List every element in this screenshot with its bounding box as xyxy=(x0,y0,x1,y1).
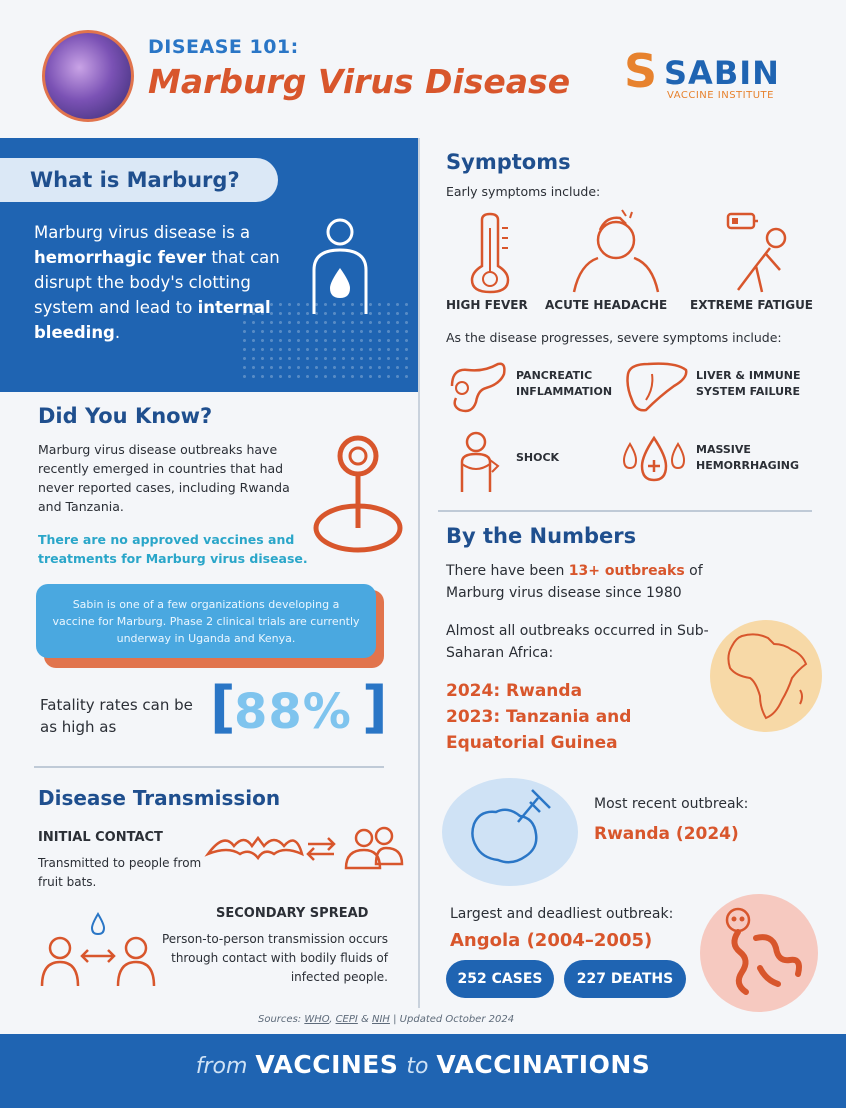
sabin-callout-box xyxy=(36,584,376,658)
no-vaccines-highlight: There are no approved vaccines and treatments for Marburg virus disease. xyxy=(38,532,308,566)
virus-image-circle xyxy=(42,30,134,122)
sabin-logo-mark: S xyxy=(624,44,658,98)
africa-map-icon xyxy=(722,630,810,722)
blood-drops-icon xyxy=(620,432,688,484)
source-cepi-link[interactable]: CEPI xyxy=(335,1014,358,1025)
pancreas-icon xyxy=(448,358,508,416)
symptom-liver-immune: LIVER & IMMUNE SYSTEM FAILURE xyxy=(696,369,801,398)
largest-outbreak-value: Angola (2004–2005) xyxy=(450,930,653,951)
source-nih-link[interactable]: NIH xyxy=(372,1014,390,1025)
section-divider xyxy=(438,510,812,512)
fatality-text: Fatality rates can be as high as xyxy=(40,696,193,736)
brand-subtitle: VACCINE INSTITUTE xyxy=(667,90,774,101)
fatigue-icon xyxy=(722,210,792,294)
symptom-extreme-fatigue: EXTREME FATIGUE xyxy=(690,298,814,312)
outbreak-count-text: There have been 13+ outbreaks of Marburg virus disease since 1980 xyxy=(446,563,703,601)
shock-icon xyxy=(456,430,506,494)
location-pin-icon xyxy=(310,432,406,560)
source-who-link[interactable]: WHO xyxy=(304,1014,330,1025)
sources-line: Sources: WHO, CEPI & NIH | Updated October 2024 xyxy=(258,1014,515,1025)
initial-contact-label: INITIAL CONTACT xyxy=(38,830,163,845)
symptom-acute-headache: ACUTE HEADACHE xyxy=(545,298,668,312)
header-kicker: DISEASE 101: xyxy=(148,36,299,58)
footer-tagline: from VACCINES to VACCINATIONS xyxy=(195,1050,651,1079)
did-you-know-body: Marburg virus disease outbreaks have recently emerged in countries that had never reported cases, including Rwanda and Tanzania. xyxy=(38,442,290,514)
secondary-spread-label: SECONDARY SPREAD xyxy=(216,906,369,921)
symptom-pancreatic: PANCREATIC INFLAMMATION xyxy=(516,369,613,398)
person-to-person-icon xyxy=(40,912,160,988)
rwanda-map-pin-icon xyxy=(462,786,562,872)
sub-saharan-text: Almost all outbreaks occurred in Sub-Saharan Africa: xyxy=(446,623,709,661)
most-recent-value: Rwanda (2024) xyxy=(594,824,739,844)
thermometer-icon xyxy=(468,214,512,294)
symptom-shock: SHOCK xyxy=(516,451,560,464)
what-is-title: What is Marburg? xyxy=(30,168,240,192)
initial-contact-body: Transmitted to people from fruit bats. xyxy=(38,856,202,889)
sabin-callout-text: Sabin is one of a few organizations developing a vaccine for Marburg. Phase 2 clinical trials are currently underway in Uganda and Kenya. xyxy=(52,598,360,645)
most-recent-label: Most recent outbreak: xyxy=(594,796,749,812)
symptom-high-fever: HIGH FEVER xyxy=(446,298,528,312)
bat-to-people-icon xyxy=(204,824,410,872)
by-the-numbers-title: By the Numbers xyxy=(446,524,637,548)
headache-icon xyxy=(570,208,662,294)
body-blood-drop-icon xyxy=(300,218,380,318)
recent-outbreak-years: 2024: Rwanda 2023: Tanzania and Equatorial Guinea xyxy=(446,681,632,753)
secondary-spread-body: Person-to-person transmission occurs through contact with bodily fluids of infected people. xyxy=(161,932,388,984)
deaths-badge: 227 DEATHS xyxy=(564,960,686,998)
symptom-massive-hemorrhaging: MASSIVE HEMORRHAGING xyxy=(696,443,800,472)
fatality-value: 88% xyxy=(234,684,352,740)
section-divider xyxy=(34,766,384,768)
liver-icon xyxy=(624,360,690,414)
symptoms-title: Symptoms xyxy=(446,150,571,174)
largest-outbreak-label: Largest and deadliest outbreak: xyxy=(450,906,674,922)
bracket-close: ] xyxy=(362,675,388,740)
brand-name: SABIN xyxy=(664,54,780,92)
early-symptoms-intro: Early symptoms include: xyxy=(446,184,601,199)
bracket-open: [ xyxy=(210,675,236,740)
did-you-know-title: Did You Know? xyxy=(38,404,213,428)
severe-symptoms-intro: As the disease progresses, severe symptoms include: xyxy=(446,330,782,345)
column-divider xyxy=(418,138,420,1008)
page-title: Marburg Virus Disease xyxy=(148,62,571,101)
what-is-body: Marburg virus disease is a hemorrhagic fever that can disrupt the body's clotting system and lead to internal bleeding. xyxy=(34,223,280,342)
cases-badge: 252 CASES xyxy=(446,960,554,998)
transmission-title: Disease Transmission xyxy=(38,786,281,810)
skull-virus-icon xyxy=(716,904,806,1000)
